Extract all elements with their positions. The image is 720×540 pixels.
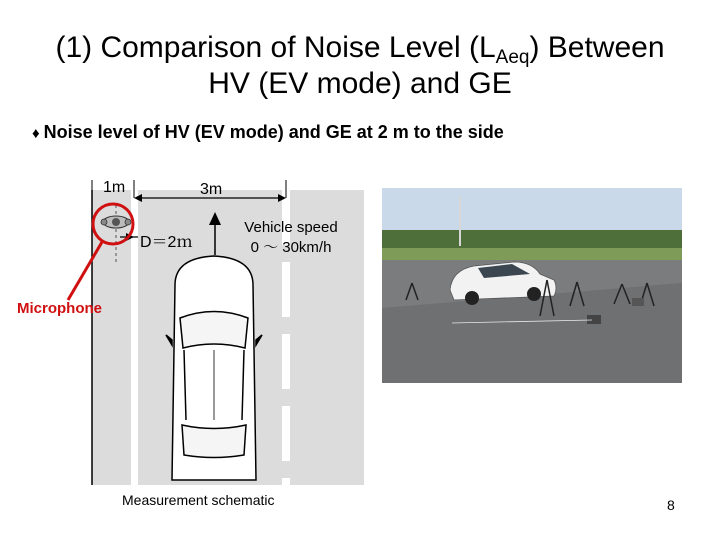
photo-grass	[382, 248, 682, 262]
photo-case-1	[587, 315, 601, 324]
bullet-icon: ♦	[32, 125, 40, 142]
speed-line2: 0 ～ 30km/h	[250, 239, 332, 256]
photo-case-2	[632, 298, 644, 306]
lane-line-solid	[131, 190, 138, 485]
speed-label	[226, 218, 356, 258]
dim-3m-label: 3m	[200, 181, 223, 198]
test-site-photo	[382, 188, 682, 383]
microphone-label: Microphone	[17, 300, 102, 317]
speed-line1: Vehicle speed	[244, 219, 338, 236]
vehicle-icon	[166, 256, 262, 480]
photo-drawing	[382, 188, 682, 383]
title-line2: HV (EV mode) and GE	[208, 67, 512, 100]
schematic-caption: Measurement schematic	[122, 492, 275, 508]
distance-label: D＝2ｍ	[140, 234, 193, 251]
title-suffix: ) Between	[529, 31, 665, 64]
dim-1m-label: 1m	[103, 179, 126, 196]
subtitle-text: Noise level of HV (EV mode) and GE at 2 m to the side	[43, 122, 504, 142]
page-number: 8	[667, 497, 675, 513]
title-prefix: (1) Comparison of Noise Level (L	[55, 31, 496, 64]
title-subscript: Aeq	[495, 47, 530, 68]
